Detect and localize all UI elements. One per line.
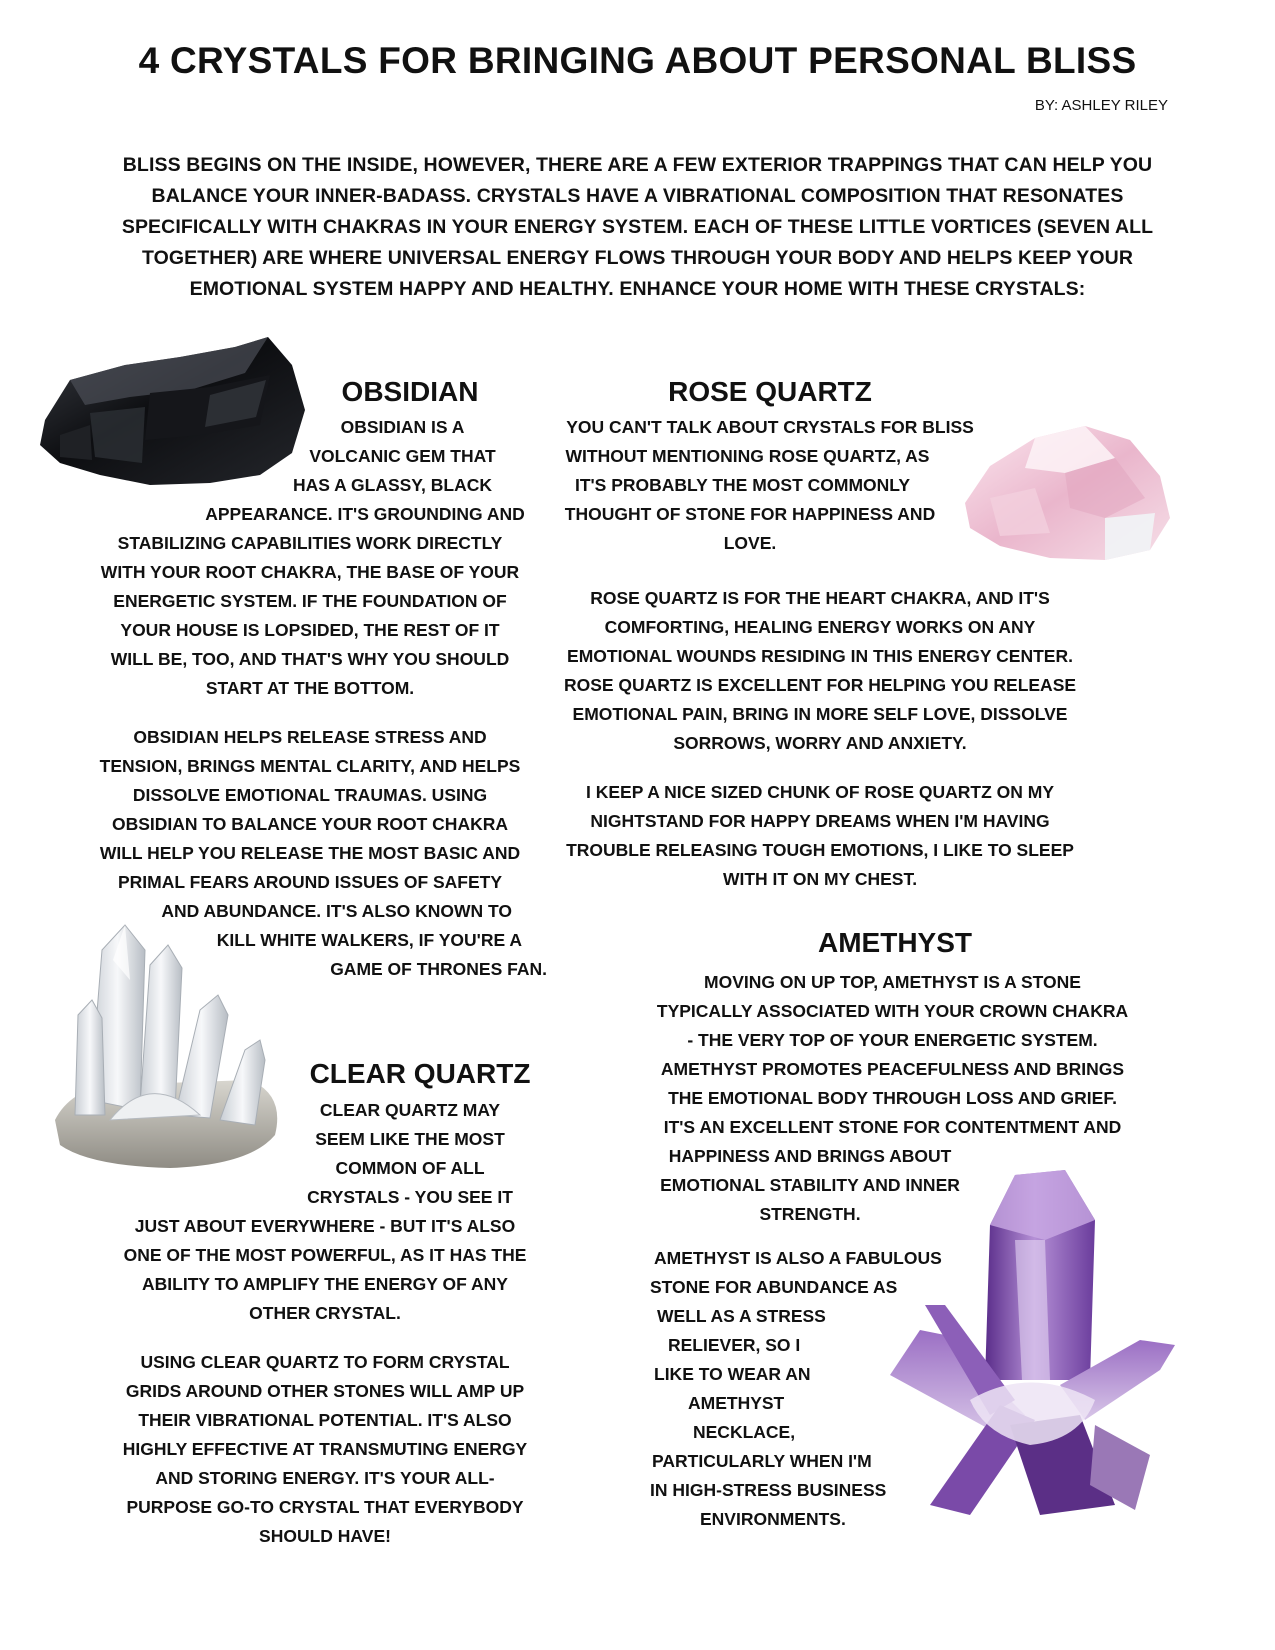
text-line: CLEAR QUARTZ MAY <box>319 1100 501 1120</box>
text-line: KILL WHITE WALKERS, IF YOU'RE A <box>216 930 522 950</box>
byline: BY: ASHLEY RILEY <box>1034 97 1168 114</box>
text-line: LIKE TO WEAR AN <box>654 1364 811 1384</box>
amethyst-paragraph-2 <box>640 1244 960 1534</box>
text-line: PRIMAL FEARS AROUND ISSUES OF SAFETY <box>117 872 503 892</box>
text-line: WILL BE, TOO, AND THAT'S WHY YOU SHOULD <box>110 649 510 669</box>
intro-line: EMOTIONAL SYSTEM HAPPY AND HEALTHY. ENHANCE YOUR HOME WITH THESE CRYSTALS: <box>189 278 1086 300</box>
rose-quartz-paragraph-1 <box>555 413 985 558</box>
clear-quartz-paragraph-1 <box>300 1096 520 1212</box>
intro-line: TOGETHER) ARE WHERE UNIVERSAL ENERGY FLOWS THROUGH YOUR BODY AND HELPS KEEP YOUR <box>141 247 1134 269</box>
text-line: VOLCANIC GEM THAT <box>309 446 496 466</box>
rose-quartz-image <box>955 418 1177 563</box>
text-line: EMOTIONAL WOUNDS RESIDING IN THIS ENERGY CENTER. <box>567 646 1073 666</box>
text-line: SORROWS, WORRY AND ANXIETY. <box>673 733 967 753</box>
text-line: WITHOUT MENTIONING ROSE QUARTZ, AS <box>565 446 930 466</box>
text-line: COMMON OF ALL <box>335 1158 485 1178</box>
text-line: AMETHYST <box>688 1393 785 1413</box>
text-line: AND ABUNDANCE. IT'S ALSO KNOWN TO <box>161 901 512 921</box>
text-line: TROUBLE RELEASING TOUGH EMOTIONS, I LIKE TO SLEEP <box>566 840 1074 860</box>
text-line: OBSIDIAN TO BALANCE YOUR ROOT CHAKRA <box>111 814 509 834</box>
clear-quartz-paragraph-2 <box>115 1348 535 1551</box>
text-line: THOUGHT OF STONE FOR HAPPINESS AND <box>564 504 936 524</box>
text-line: WITH YOUR ROOT CHAKRA, THE BASE OF YOUR <box>100 562 520 582</box>
text-line: OBSIDIAN IS A <box>340 417 465 437</box>
text-line: STABILIZING CAPABILITIES WORK DIRECTLY <box>117 533 503 553</box>
clear-quartz-paragraph-1b <box>115 1212 535 1328</box>
text-line: WITH IT ON MY CHEST. <box>722 869 918 889</box>
rose-quartz-paragraph-2 <box>555 584 1085 758</box>
obsidian-paragraph-2 <box>95 723 525 897</box>
clear-quartz-heading: CLEAR QUARTZ <box>309 1058 531 1089</box>
intro-paragraph <box>95 150 1180 305</box>
obsidian-paragraph-1b <box>280 471 505 500</box>
rose-quartz-paragraph-3 <box>555 778 1085 894</box>
rose-quartz-heading: ROSE QUARTZ <box>668 376 872 407</box>
text-line: GAME OF THRONES FAN. <box>330 959 547 979</box>
text-line: APPEARANCE. IT'S GROUNDING AND <box>205 504 525 524</box>
text-line: USING CLEAR QUARTZ TO FORM CRYSTAL <box>140 1352 510 1372</box>
text-line: AND STORING ENERGY. IT'S YOUR ALL- <box>155 1468 495 1488</box>
text-line: THEIR VIBRATIONAL POTENTIAL. IT'S ALSO <box>138 1410 512 1430</box>
text-line: RELIEVER, SO I <box>668 1335 801 1355</box>
text-line: STRENGTH. <box>759 1204 861 1224</box>
text-line: SHOULD HAVE! <box>259 1526 391 1546</box>
text-line: EMOTIONAL PAIN, BRING IN MORE SELF LOVE, DISSOLVE <box>572 704 1068 724</box>
text-line: PARTICULARLY WHEN I'M <box>652 1451 872 1471</box>
text-line: LOVE. <box>723 533 777 553</box>
page-title: 4 CRYSTALS FOR BRINGING ABOUT PERSONAL BLISS <box>138 40 1137 81</box>
text-line: ROSE QUARTZ IS FOR THE HEART CHAKRA, AND IT'S <box>590 588 1050 608</box>
text-line: HAS A GLASSY, BLACK <box>293 475 492 495</box>
clear-quartz-image <box>50 920 295 1170</box>
text-line: STONE FOR ABUNDANCE AS <box>650 1277 898 1297</box>
obsidian-heading: OBSIDIAN <box>341 376 479 407</box>
text-line: PURPOSE GO-TO CRYSTAL THAT EVERYBODY <box>126 1497 524 1517</box>
text-line: ONE OF THE MOST POWERFUL, AS IT HAS THE <box>123 1245 527 1265</box>
text-line: ROSE QUARTZ IS EXCELLENT FOR HELPING YOU RELEASE <box>563 675 1077 695</box>
text-line: - THE VERY TOP OF YOUR ENERGETIC SYSTEM. <box>687 1030 1098 1050</box>
amethyst-heading: AMETHYST <box>818 927 972 958</box>
text-line: TENSION, BRINGS MENTAL CLARITY, AND HELPS <box>99 756 521 776</box>
text-line: JUST ABOUT EVERYWHERE - BUT IT'S ALSO <box>134 1216 516 1236</box>
obsidian-paragraph-1 <box>300 413 505 471</box>
text-line: ABILITY TO AMPLIFY THE ENERGY OF ANY <box>142 1274 508 1294</box>
text-line: HAPPINESS AND BRINGS ABOUT <box>668 1146 952 1166</box>
text-line: WELL AS A STRESS <box>657 1306 826 1326</box>
amethyst-paragraph-1 <box>650 968 1135 1142</box>
text-line: DISSOLVE EMOTIONAL TRAUMAS. USING <box>132 785 488 805</box>
text-line: NIGHTSTAND FOR HAPPY DREAMS WHEN I'M HAVING <box>590 811 1050 831</box>
text-line: EMOTIONAL STABILITY AND INNER <box>660 1175 960 1195</box>
text-line: NECKLACE, <box>693 1422 796 1442</box>
text-line: OBSIDIAN HELPS RELEASE STRESS AND <box>133 727 487 747</box>
text-line: MOVING ON UP TOP, AMETHYST IS A STONE <box>704 972 1081 992</box>
text-line: SEEM LIKE THE MOST <box>315 1129 505 1149</box>
obsidian-image <box>30 335 315 500</box>
text-line: HIGHLY EFFECTIVE AT TRANSMUTING ENERGY <box>122 1439 528 1459</box>
text-line: AMETHYST PROMOTES PEACEFULNESS AND BRINGS <box>660 1059 1125 1079</box>
text-line: GRIDS AROUND OTHER STONES WILL AMP UP <box>125 1381 525 1401</box>
text-line: IT'S AN EXCELLENT STONE FOR CONTENTMENT AND <box>663 1117 1122 1137</box>
intro-line: SPECIFICALLY WITH CHAKRAS IN YOUR ENERGY SYSTEM. EACH OF THESE LITTLE VORTICES (SEVEN ALL <box>121 216 1154 238</box>
text-line: AMETHYST IS ALSO A FABULOUS <box>654 1248 942 1268</box>
intro-line: BALANCE YOUR INNER-BADASS. CRYSTALS HAVE A VIBRATIONAL COMPOSITION THAT RESONATES <box>151 185 1124 207</box>
text-line: OTHER CRYSTAL. <box>249 1303 401 1323</box>
text-line: WILL HELP YOU RELEASE THE MOST BASIC AND <box>99 843 521 863</box>
obsidian-paragraph-1c <box>95 500 525 703</box>
text-line: THE EMOTIONAL BODY THROUGH LOSS AND GRIEF. <box>668 1088 1117 1108</box>
text-line: COMFORTING, HEALING ENERGY WORKS ON ANY <box>604 617 1036 637</box>
text-line: IN HIGH-STRESS BUSINESS <box>650 1480 887 1500</box>
text-line: START AT THE BOTTOM. <box>205 678 415 698</box>
text-line: CRYSTALS - YOU SEE IT <box>307 1187 513 1207</box>
text-line: ENVIRONMENTS. <box>700 1509 846 1529</box>
text-line: IT'S PROBABLY THE MOST COMMONLY <box>574 475 911 495</box>
text-line: ENERGETIC SYSTEM. IF THE FOUNDATION OF <box>113 591 507 611</box>
text-line: TYPICALLY ASSOCIATED WITH YOUR CROWN CHAKRA <box>656 1001 1129 1021</box>
text-line: YOU CAN'T TALK ABOUT CRYSTALS FOR BLISS <box>566 417 974 437</box>
text-line: YOUR HOUSE IS LOPSIDED, THE REST OF IT <box>120 620 500 640</box>
text-line: I KEEP A NICE SIZED CHUNK OF ROSE QUARTZ ON MY <box>586 782 1054 802</box>
intro-line: BLISS BEGINS ON THE INSIDE, HOWEVER, THERE ARE A FEW EXTERIOR TRAPPINGS THAT CAN HELP YOU <box>122 154 1153 176</box>
